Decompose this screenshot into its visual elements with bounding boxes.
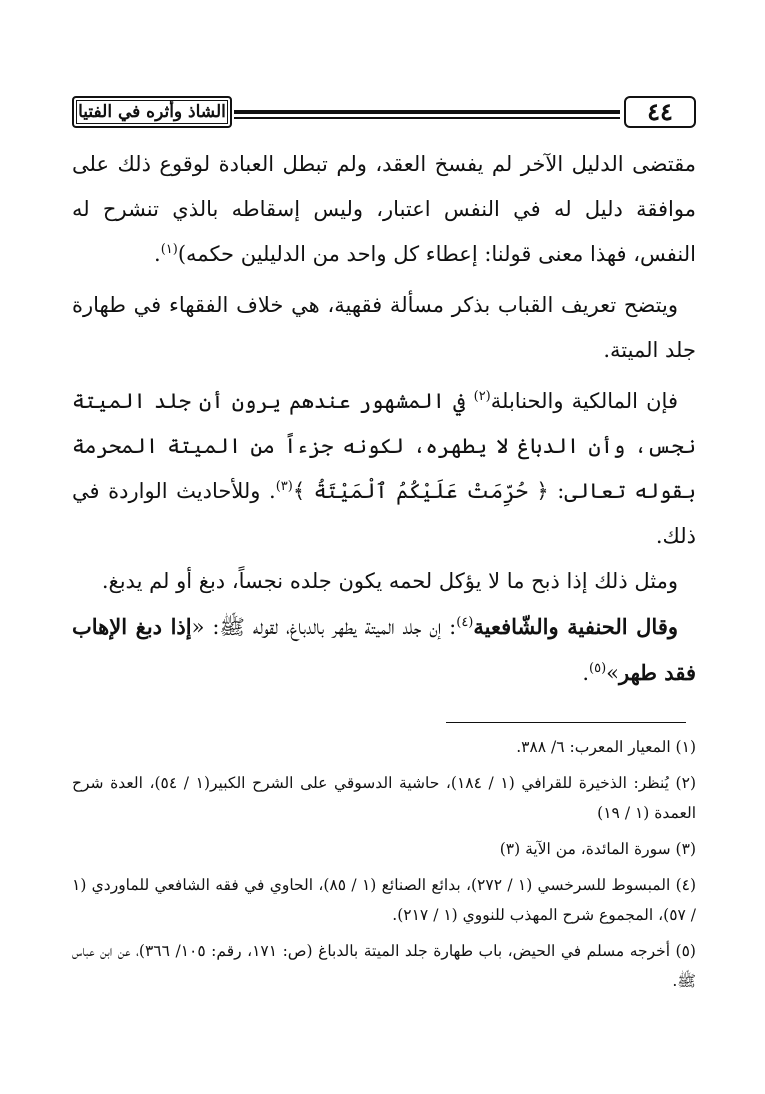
footnote-4: (٤) المبسوط للسرخسي (١ / ٢٧٢)، بدائع الصنائع (١ / ٨٥)، الحاوي في فقه الشافعي للماوردي (١ / ٥٧)، المجموع شرح المهذب للنووي (١ / ٢١٧). [72,876,697,924]
footnote-2: (٢) يُنظر: الذخيرة للقرافي (١ / ١٨٤)، حاشية الدسوقي على الشرح الكبير(١ / ٥٤)، العدة شرح العمدة (١ / ١٩) [72,774,696,822]
footnote-ref: (١) [160,242,178,257]
main-text [72,142,696,696]
footnote-ref: (٤) [456,615,474,630]
hadith-quote: إذا دبغ الإهاب فقد طهر [72,614,696,685]
page-header [72,96,696,132]
paragraph-4: ومثل ذلك إذا ذبح ما لا يؤكل لحمه يكون جلده نجساً، دبغ أو لم يدبغ. [101,569,678,593]
paragraph-5: وقال الحنفية والشّافعية$^{(٤)}$: إن جلد الميتة يطهر بالدباغ، لقوله ﷺ: «إذا دبغ الإهاب فقد طهر»$^{(٥)}$. [72,614,696,685]
footnote-ref: (٢) [473,389,491,404]
running-title: الشاذ وأثره في الفتيا [72,96,232,128]
footnote-1: (١) المعيار المعرب: ٦/ ٣٨٨. [516,738,696,756]
footnote-3: (٣) سورة المائدة، من الآية (٣) [499,840,696,858]
paragraph-2: ويتضح تعريف القباب بذكر مسألة فقهية، هي خلاف الفقهاء في طهارة جلد الميتة. [72,293,696,362]
footnote-divider [446,722,686,723]
header-rule [234,110,620,120]
footnote-ref: (٣) [275,479,293,494]
paragraph-3: فإن المالكية والحنابلة$^{(٢)}$ في المشهور عندهم يرون أن جلد الميتة نجس، وأن الدباغ لا يطهره، لكونه جزءاً من الميتة المحرمة بقوله تعالى: ﴿ حُرِّمَتْ عَلَيْكُمُ ٱلْمَيْتَةُ ﴾$^{(٣)}$. وللأحاديث الواردة في ذلك. [72,389,696,548]
footnote-ref: (٥) [589,661,607,676]
paragraph-1: مقتضى الدليل الآخر لم يفسخ العقد، ولم تبطل العبادة لوقوع ذلك على موافقة دليل له في النفس اعتبار، وليس إسقاطه بالذي تنشرح له النفس، فهذا معنى قولنا: إعطاء كل واحد من الدليلين حكمه)$^{(١)}$. [72,152,696,266]
footnote-5: (٥) أخرجه مسلم في الحيض، باب طهارة جلد الميتة بالدباغ (ص: ١٧١، رقم: ١٠٥/ ٣٦٦)، عن ابن عباس ﷺ. [72,942,696,990]
footnotes [72,732,696,1002]
page-number: ٤٤ [624,96,696,128]
